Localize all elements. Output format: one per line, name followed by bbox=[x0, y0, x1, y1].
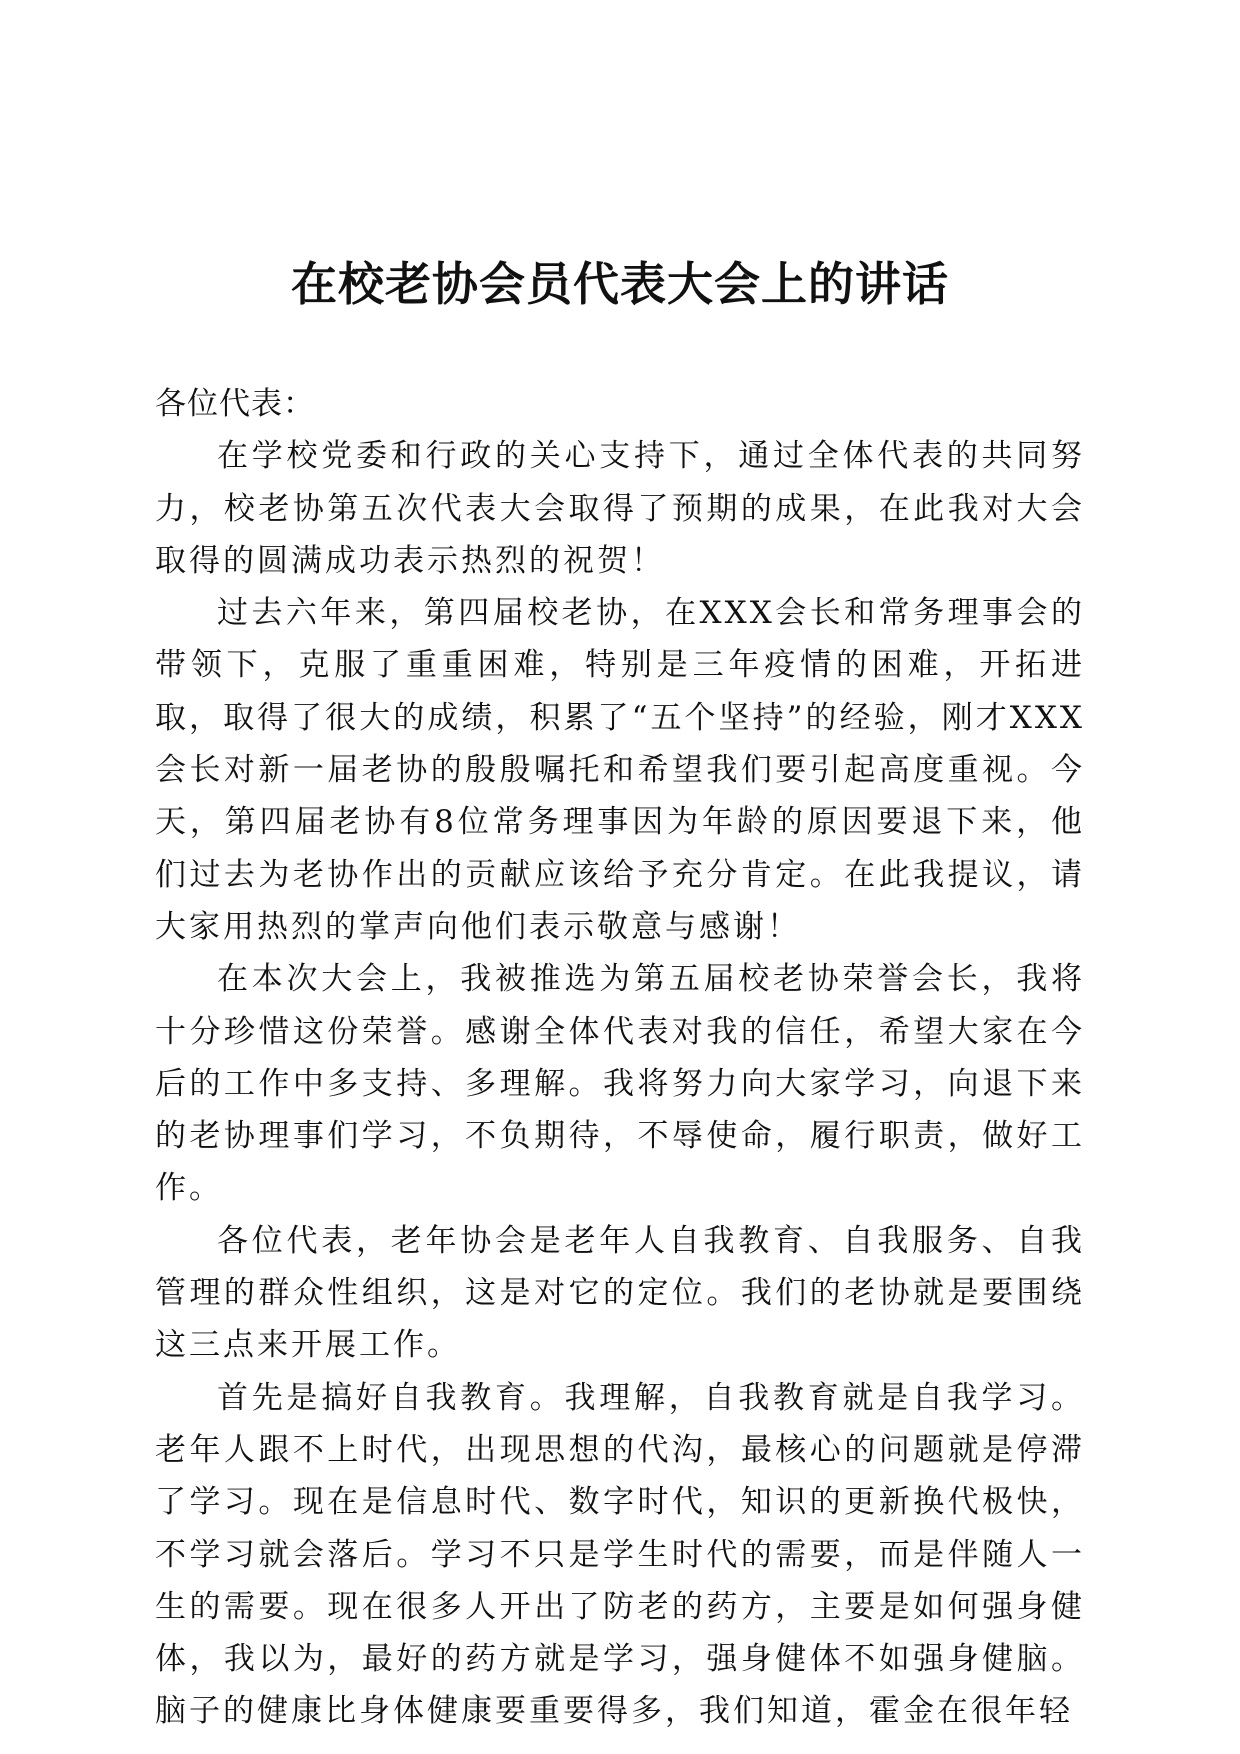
salutation: 各位代表： bbox=[155, 386, 315, 422]
document-body bbox=[155, 378, 1085, 1738]
paragraph: 在本次大会上，我被推选为第五届校老协荣誉会长，我将十分珍惜这份荣誉。感谢全体代表对我的信任，希望大家在今后的工作中多支持、多理解。我将努力向大家学习，向退下来的老协理事们学习，不负期待，不辱使命，履行职责，做好工作。 bbox=[155, 961, 1085, 1207]
paragraph: 首先是搞好自我教育。我理解，自我教育就是自我学习。老年人跟不上时代，出现思想的代沟，最核心的问题就是停滞了学习。现在是信息时代、数字时代，知识的更新换代极快，不学习就会落后。学习不只是学生时代的需要，而是伴随人一生的需要。现在很多人开出了防老的药方，主要是如何强身健体，我以为，最好的药方就是学习，强身健体不如强身健脑。脑子的健康比身体健康要重要得多，我们知道，霍金在很年轻 bbox=[155, 1379, 1085, 1730]
paragraph: 在学校党委和行政的关心支持下，通过全体代表的共同努力，校老协第五次代表大会取得了预期的成果，在此我对大会取得的圆满成功表示热烈的祝贺！ bbox=[155, 438, 1085, 579]
document-title: 在校老协会员代表大会上的讲话 bbox=[291, 257, 949, 311]
paragraph: 各位代表，老年协会是老年人自我教育、自我服务、自我管理的群众性组织，这是对它的定位。我们的老协就是要围绕这三点来开展工作。 bbox=[155, 1222, 1085, 1364]
paragraph: 过去六年来，第四届校老协，在XXX会长和常务理事会的带领下，克服了重重困难，特别是三年疫情的困难，开拓进取，取得了很大的成绩，积累了“五个坚持”的经验，刚才XXX会长对新一届老协的殷殷嘱托和希望我们要引起高度重视。今天，第四届老协有8位常务理事因为年龄的原因要退下来，他们过去为老协作出的贡献应该给予充分肯定。在此我提议，请大家用热烈的掌声向他们表示敬意与感谢！ bbox=[155, 595, 1085, 945]
